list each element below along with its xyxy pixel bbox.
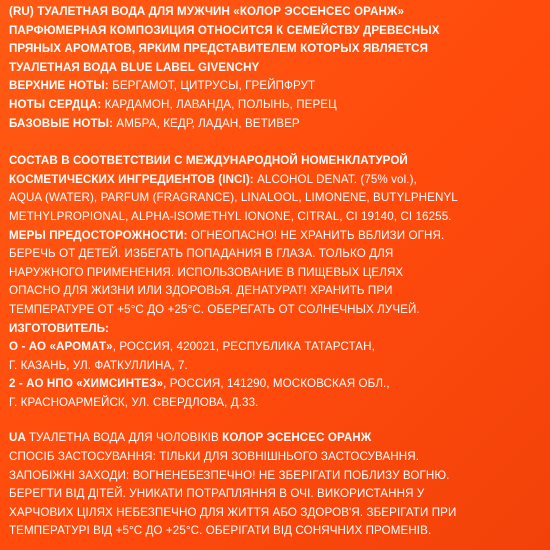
- text-line: [9, 3, 542, 22]
- text-line: [9, 357, 542, 376]
- section-gap: [9, 412, 542, 429]
- text-line: [9, 77, 542, 96]
- bold-text: ТУАЛЕТНАЯ ВОДА BLUE LABEL GIVENCHY: [9, 60, 260, 74]
- body-text: ХАРЧОВИХ ЦІЛЯХ НЕБЕЗПЕЧНО ДЛЯ ЖИТТЯ АБО ЗДОРОВ'Я. ЗБЕРІГАТИ ПРИ: [9, 505, 457, 519]
- text-line: [9, 320, 542, 339]
- text-line: [9, 467, 542, 486]
- body-text: СПОСІБ ЗАСТОСУВАННЯ: ТІЛЬКИ ДЛЯ ЗОВНІШНЬОГО ЗАСТОСУВАННЯ.: [9, 450, 420, 464]
- body-text: ТЕМПЕРАТУРІ ВІД +5°С ДО +25°С. ОБЕРІГАТИ ВІД СОНЯЧНИХ ПРОМЕНІВ.: [9, 524, 432, 538]
- text-line: [9, 245, 542, 264]
- ua-block: [9, 429, 542, 541]
- bold-text: О - АО «АРОМАТ»: [9, 340, 113, 354]
- bold-text: ПАРФЮМЕРНАЯ КОМПОЗИЦИЯ ОТНОСИТСЯ К СЕМЕЙСТВУ ДРЕВЕСНЫХ: [9, 23, 440, 37]
- ru-composition-block: [9, 152, 542, 412]
- body-text: Г. КАЗАНЬ, УЛ. ФАТКУЛЛИНА, 7.: [9, 358, 188, 372]
- body-text: , РОССИЯ, 141290, МОСКОВСКАЯ ОБЛ.,: [163, 377, 390, 391]
- text-line: [9, 429, 542, 448]
- text-line: [9, 152, 542, 171]
- text-line: [9, 504, 542, 523]
- body-text: , РОССИЯ, 420021, РЕСПУБЛИКА ТАТАРСТАН,: [112, 340, 375, 354]
- text-line: [9, 282, 542, 301]
- text-line: [9, 375, 542, 394]
- text-line: [9, 189, 542, 208]
- bold-text: СОСТАВ В СООТВЕТСТВИИ С МЕЖДУНАРОДНОЙ НОМЕНКЛАТУРОЙ: [9, 154, 408, 168]
- text-line: [9, 171, 542, 190]
- body-text: КАРДАМОН, ЛАВАНДА, ПОЛЫНЬ, ПЕРЕЦ: [104, 97, 337, 111]
- text-line: [9, 394, 542, 413]
- text-line: [9, 301, 542, 320]
- bold-text: БАЗОВЫЕ НОТЫ:: [9, 116, 117, 130]
- text-line: [9, 96, 542, 115]
- text-line: [9, 338, 542, 357]
- body-text: АМБРА, КЕДР, ЛАДАН, ВЕТИВЕР: [116, 116, 300, 130]
- text-line: [9, 448, 542, 467]
- body-text: ЗАПОБІЖНІ ЗАХОДИ: ВОГНЕНЕБЕЗПЕЧНО! НЕ ЗБЕРІГАТИ ПОБЛИЗУ ВОГНЮ.: [9, 468, 450, 482]
- text-line: [9, 227, 542, 246]
- bold-text: КОЛОР ЭСЕНСЕС ОРАНЖ: [222, 431, 372, 445]
- body-text: Г. КРАСНОАРМЕЙСК, УЛ. СВЕРДЛОВА, Д.33.: [9, 395, 259, 409]
- bold-text: НОТЫ СЕРДЦА:: [9, 97, 105, 111]
- text-line: [9, 522, 542, 541]
- text-line: [9, 485, 542, 504]
- body-text: БЕРГАМОТ, ЦИТРУСЫ, ГРЕЙПФРУТ: [112, 79, 316, 93]
- text-line: [9, 59, 542, 78]
- body-text: METHYLPROPIONAL, ALPHA-ISOMETHYL IONONE, CITRAL, CI 19140, CI 16255.: [9, 209, 452, 223]
- bold-text: ВЕРХНИЕ НОТЫ:: [9, 79, 113, 93]
- bold-text: 2 - АО НПО «ХИМСИНТЕЗ»: [9, 377, 164, 391]
- body-text: БЕРЕЧЬ ОТ ДЕТЕЙ. ИЗБЕГАТЬ ПОПАДАНИЯ В ГЛАЗА. ТОЛЬКО ДЛЯ: [9, 247, 394, 261]
- bold-text: UA: [9, 431, 29, 445]
- text-line: [9, 40, 542, 59]
- body-text: ALCOHOL DENAT. (75% vol.),: [257, 172, 417, 186]
- text-line: [9, 208, 542, 227]
- bold-text: (RU) ТУАЛЕТНАЯ ВОДА ДЛЯ МУЖЧИН «КОЛОР ЭССЕНСЕС ОРАНЖ»: [9, 5, 405, 18]
- body-text: ТЕМПЕРАТУРЕ ОТ +5°С ДО +25°С. ОБЕРЕГАТЬ ОТ СОЛНЕЧНЫХ ЛУЧЕЙ.: [9, 302, 420, 316]
- text-line: [9, 22, 542, 41]
- body-text: ОГНЕОПАСНО! НЕ ХРАНИТЬ ВБЛИЗИ ОГНЯ.: [190, 228, 445, 242]
- bold-text: КОСМЕТИЧЕСКИХ ИНГРЕДИЕНТОВ (INCI):: [9, 172, 258, 186]
- body-text: БЕРЕГТИ ВІД ДІТЕЙ. УНИКАТИ ПОТРАПЛЯННЯ В ОЧІ. ВИКОРИСТАННЯ У: [9, 487, 425, 501]
- text-line: [9, 264, 542, 283]
- body-text: НАРУЖНОГО ПРИМЕНЕНИЯ. ИСПОЛЬЗОВАНИЕ В ПИЩЕВЫХ ЦЕЛЯХ: [9, 265, 404, 279]
- bold-text: ИЗГОТОВИТЕЛЬ:: [9, 321, 109, 335]
- bold-text: ПРЯНЫХ АРОМАТОВ, ЯРКИМ ПРЕДСТАВИТЕЛЕМ КОТОРЫХ ЯВЛЯЕТСЯ: [9, 42, 429, 56]
- body-text: AQUA (WATER), PARFUM (FRAGRANCE), LINALOOL, LIMONENE, BUTYLPHENYL: [9, 191, 458, 205]
- bold-text: МЕРЫ ПРЕДОСТОРОЖНОСТИ:: [9, 228, 191, 242]
- body-text: ТУАЛЕТНА ВОДА ДЛЯ ЧОЛОВІКІВ: [28, 431, 223, 445]
- section-gap: [9, 133, 542, 152]
- body-text: ОПАСНО ДЛЯ ЖИЗНИ ИЛИ ЗДОРОВЬЯ. ДЕНАТУРАТ! ХРАНИТЬ ПРИ: [9, 284, 393, 298]
- ru-intro-block: [9, 3, 542, 133]
- text-line: [9, 115, 542, 134]
